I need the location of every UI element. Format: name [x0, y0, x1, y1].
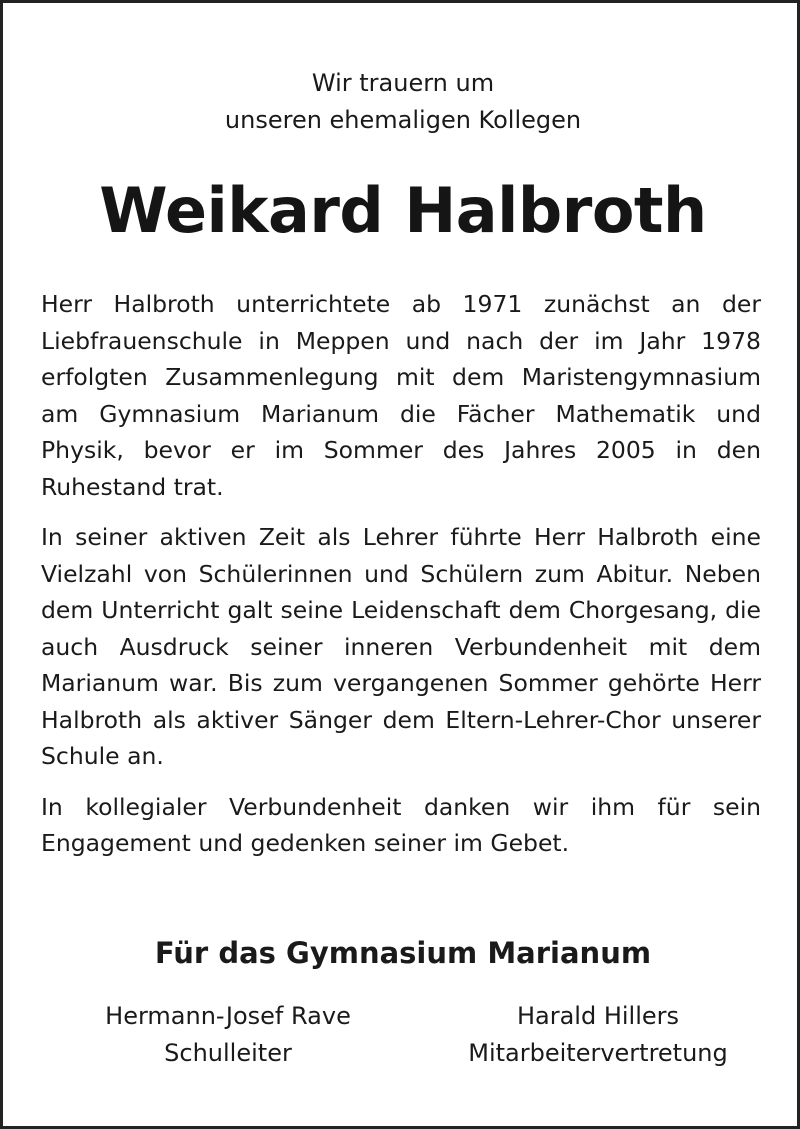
paragraph-thanks: In kollegialer Verbundenheit danken wir ihm für sein Engagement und gedenken seiner im Gebet. — [41, 792, 761, 857]
intro-line-1: Wir trauern um — [311, 69, 495, 97]
intro-line-2: unseren ehemaligen Kollegen — [224, 106, 582, 134]
signatory-right — [418, 998, 778, 1072]
signatory-left — [48, 998, 408, 1072]
intro-text — [3, 65, 800, 139]
organization-heading: Für das Gymnasium Marianum — [154, 936, 652, 970]
deceased-name: Weikard Halbroth — [99, 174, 707, 247]
signatory-name: Hermann-Josef Rave — [105, 1002, 351, 1030]
paragraph-career: Herr Halbroth unterrichtete ab 1971 zunächst an der Liebfrauenschule in Meppen und nach der im Jahr 1978 erfolgten Zusammenlegung mit dem Maristengymnasium am Gymnasium Marianum die Fächer Mathematik und Physik, bevor er im Sommer des Jahres 2005 in den Ruhestand trat. — [41, 290, 761, 501]
paragraph-activities: In seiner aktiven Zeit als Lehrer führte Herr Halbroth eine Vielzahl von Schülerinnen und Schülern zum Abitur. Neben dem Unterricht galt seine Leidenschaft dem Chorgesang, die auch Ausdruck seiner inneren Verbundenheit mit dem Marianum war. Bis zum vergangenen Sommer gehörte Herr Halbroth als aktiver Sänger dem Eltern-Lehrer-Chor unserer Schule an. — [41, 523, 761, 770]
signatory-name: Harald Hillers — [516, 1002, 680, 1030]
obituary-body — [41, 286, 761, 876]
signatory-role: Schulleiter — [164, 1039, 292, 1067]
signatory-role: Mitarbeitervertretung — [468, 1039, 728, 1067]
